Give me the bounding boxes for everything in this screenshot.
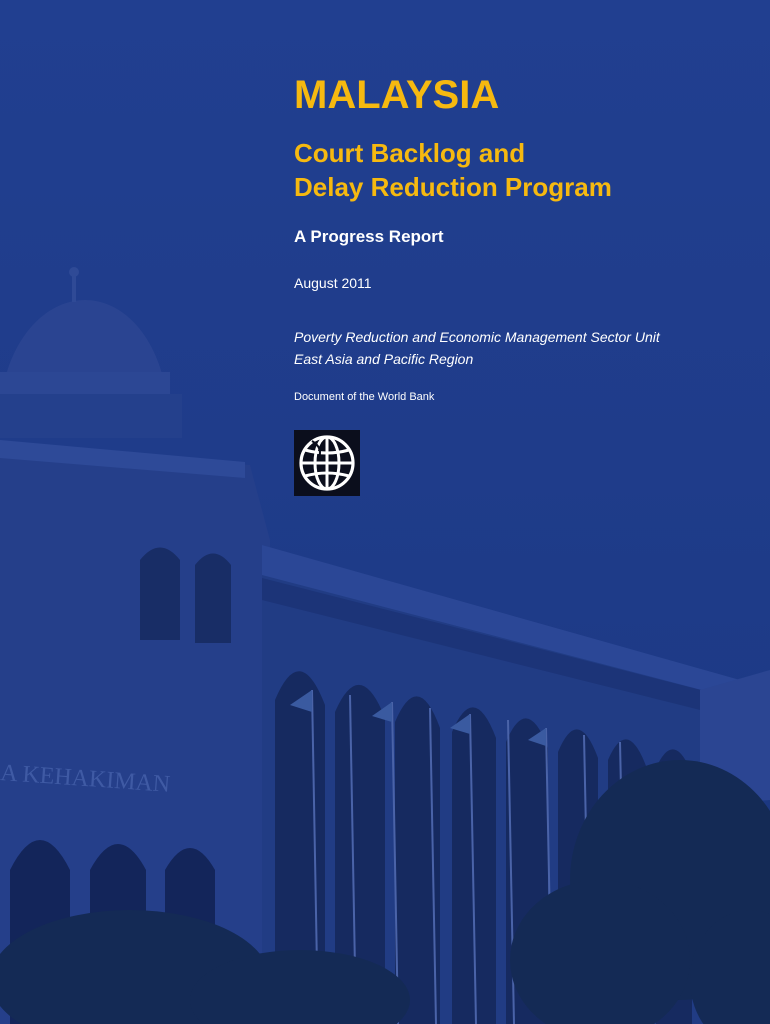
report-title-line-1: Court Backlog and: [294, 138, 526, 168]
building-sign: A KEHAKIMAN: [0, 760, 171, 798]
report-title: [294, 136, 754, 204]
report-subtitle: A Progress Report: [294, 227, 444, 246]
sector-unit-line-1: Poverty Reduction and Economic Management Sector Unit: [294, 329, 660, 345]
sector-unit: [294, 326, 754, 370]
country-heading: MALAYSIA: [294, 73, 500, 117]
publisher-note: Document of the World Bank: [294, 391, 435, 403]
report-title-line-2: Delay Reduction Program: [294, 172, 612, 202]
sector-unit-line-2: East Asia and Pacific Region: [294, 351, 474, 367]
report-date: August 2011: [294, 275, 372, 291]
cover-text: [294, 70, 754, 404]
world-bank-globe-icon: [294, 430, 360, 496]
